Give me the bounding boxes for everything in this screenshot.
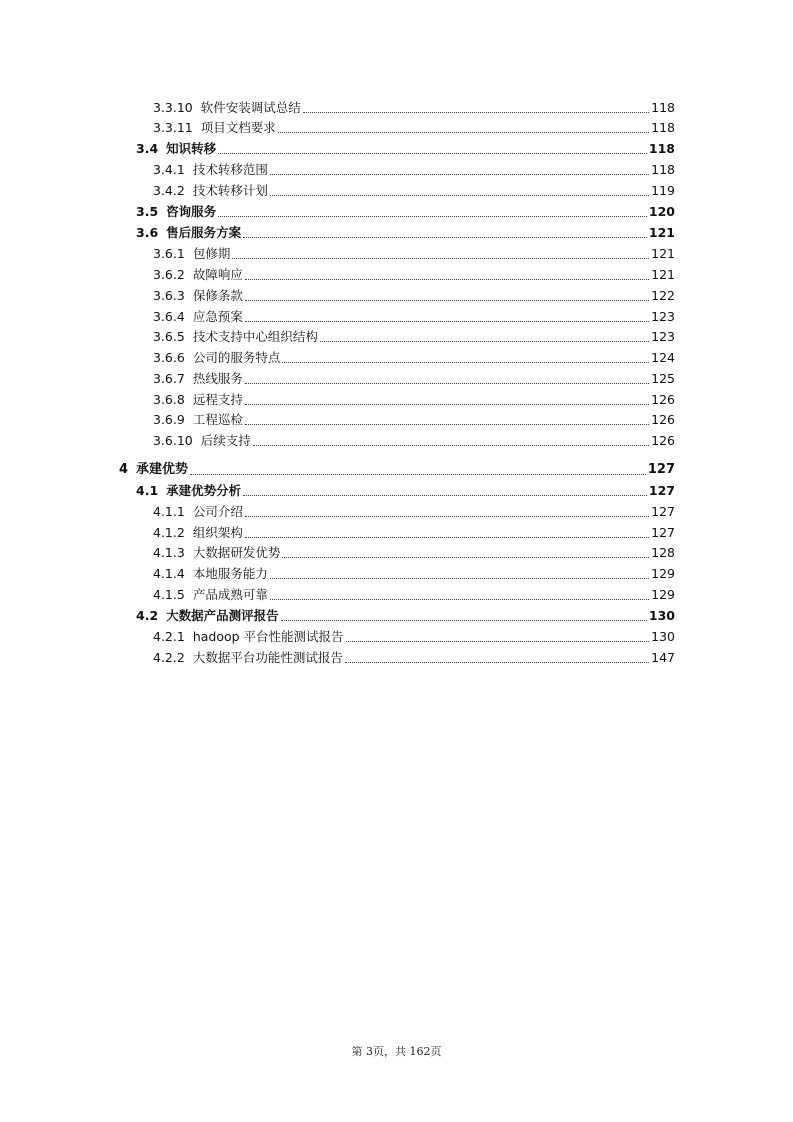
toc-leader-dots — [245, 537, 649, 538]
toc-entry-page: 126 — [651, 412, 675, 427]
toc-leader-dots — [345, 662, 649, 663]
toc-entry-page: 129 — [651, 587, 675, 602]
toc-entry-title: 保修条款 — [192, 288, 243, 303]
toc-leader-dots — [253, 445, 649, 446]
toc-entry-title: 技术转移计划 — [192, 183, 268, 198]
toc-entry-title: hadoop 平台性能测试报告 — [192, 629, 344, 644]
toc-entry-title: 公司的服务特点 — [192, 350, 281, 365]
toc-entry[interactable] — [136, 137, 675, 157]
toc-leader-dots — [346, 641, 650, 642]
toc-entry-page: 122 — [651, 288, 675, 303]
toc-entry[interactable] — [153, 158, 675, 178]
toc-entry-number: 4.2.2 — [153, 650, 185, 665]
toc-entry-title: 产品成熟可靠 — [192, 587, 268, 602]
toc-entry-title: 热线服务 — [192, 371, 243, 386]
toc-entry-page: 123 — [651, 309, 675, 324]
toc-entry-page: 118 — [651, 100, 675, 115]
toc-entry-number: 4.2 — [136, 608, 159, 623]
toc-entry[interactable] — [153, 242, 675, 262]
toc-entry[interactable] — [153, 346, 675, 366]
toc-entry[interactable] — [119, 458, 675, 478]
toc-leader-dots — [281, 620, 647, 621]
toc-entry-title: 大数据平台功能性测试报告 — [192, 650, 343, 665]
toc-entry-title: 承建优势 — [136, 462, 189, 477]
toc-entry[interactable] — [153, 179, 675, 199]
toc-entry-number: 3.4.2 — [153, 183, 185, 198]
toc-entry-page: 129 — [651, 566, 675, 581]
toc-leader-dots — [245, 383, 649, 384]
toc-entry[interactable] — [153, 583, 675, 603]
toc-entry-title: 工程巡检 — [192, 412, 243, 427]
toc-entry-page: 121 — [651, 267, 675, 282]
toc-entry-page: 118 — [648, 141, 675, 156]
toc-leader-dots — [282, 557, 649, 558]
toc-entry-number: 3.3.10 — [153, 100, 193, 115]
toc-entry-title: 本地服务能力 — [192, 566, 268, 581]
toc-entry-title: 公司介绍 — [192, 504, 243, 519]
toc-entry-number: 4.1.5 — [153, 587, 185, 602]
toc-entry[interactable] — [153, 263, 675, 283]
toc-leader-dots — [270, 578, 649, 579]
toc-entry-title: 技术支持中心组织结构 — [192, 329, 318, 344]
toc-entry-page: 123 — [651, 329, 675, 344]
toc-leader-dots — [245, 321, 649, 322]
toc-entry[interactable] — [136, 221, 675, 241]
toc-entry-number: 3.6.7 — [153, 371, 185, 386]
toc-leader-dots — [243, 495, 647, 496]
toc-entry-page: 130 — [648, 608, 675, 623]
toc-entry-page: 124 — [651, 350, 675, 365]
toc-leader-dots — [218, 153, 647, 154]
toc-leader-dots — [245, 404, 649, 405]
toc-entry-number: 4.1.2 — [153, 525, 185, 540]
toc-entry-number: 3.6.6 — [153, 350, 185, 365]
toc-leader-dots — [270, 599, 649, 600]
toc-entry-title: 咨询服务 — [166, 204, 217, 219]
toc-leader-dots — [303, 112, 649, 113]
toc-entry[interactable] — [153, 116, 675, 136]
toc-entry-number: 3.6.2 — [153, 267, 185, 282]
toc-entry-page: 127 — [651, 525, 675, 540]
toc-entry-title: 技术转移范围 — [192, 162, 268, 177]
toc-entry-title: 售后服务方案 — [166, 225, 242, 240]
toc-leader-dots — [243, 237, 647, 238]
toc-leader-dots — [245, 424, 649, 425]
toc-entry[interactable] — [153, 284, 675, 304]
toc-entry-page: 130 — [651, 629, 675, 644]
toc-entry-number: 3.6.1 — [153, 246, 185, 261]
toc-leader-dots — [232, 258, 649, 259]
toc-entry-number: 4 — [119, 462, 129, 477]
toc-entry-title: 组织架构 — [192, 525, 243, 540]
toc-entry[interactable] — [153, 500, 675, 520]
toc-entry-number: 3.6.3 — [153, 288, 185, 303]
toc-entry[interactable] — [153, 305, 675, 325]
toc-entry-title: 故障响应 — [192, 267, 243, 282]
toc-entry[interactable] — [153, 429, 675, 449]
toc-entry-number: 3.6.5 — [153, 329, 185, 344]
toc-leader-dots — [282, 362, 649, 363]
toc-entry-number: 3.4 — [136, 141, 159, 156]
toc-entry-number: 3.5 — [136, 204, 159, 219]
toc-entry-title: 大数据产品测评报告 — [166, 608, 279, 623]
toc-entry[interactable] — [136, 604, 675, 624]
toc-entry[interactable] — [153, 367, 675, 387]
toc-entry-number: 3.4.1 — [153, 162, 185, 177]
toc-entry-title: 后续支持 — [200, 433, 251, 448]
toc-entry-number: 3.6.4 — [153, 309, 185, 324]
toc-entry-number: 4.2.1 — [153, 629, 185, 644]
toc-entry-number: 4.1.1 — [153, 504, 185, 519]
toc-entry-number: 4.1.3 — [153, 545, 185, 560]
toc-entry-number: 3.6.8 — [153, 392, 185, 407]
toc-leader-dots — [320, 341, 649, 342]
toc-entry-page: 126 — [651, 433, 675, 448]
toc-leader-dots — [270, 195, 649, 196]
toc-entry[interactable] — [153, 96, 675, 116]
toc-leader-dots — [218, 216, 647, 217]
toc-entry[interactable] — [153, 541, 675, 561]
toc-entry[interactable] — [153, 625, 675, 645]
toc-entry-number: 4.1 — [136, 483, 159, 498]
toc-entry-page: 128 — [651, 545, 675, 560]
toc-entry[interactable] — [136, 200, 675, 220]
toc-entry-number: 3.6 — [136, 225, 159, 240]
toc-entry-number: 3.6.10 — [153, 433, 193, 448]
toc-entry-page: 118 — [651, 162, 675, 177]
toc-entry-page: 127 — [648, 483, 675, 498]
toc-entry-number: 3.6.9 — [153, 412, 185, 427]
toc-entry-title: 知识转移 — [166, 141, 217, 156]
toc-leader-dots — [245, 300, 649, 301]
toc-entry-title: 大数据研发优势 — [192, 545, 281, 560]
toc-entry-title: 软件安装调试总结 — [200, 100, 301, 115]
toc-entry-title: 远程支持 — [192, 392, 243, 407]
toc-entry[interactable] — [136, 479, 675, 499]
toc-leader-dots — [245, 516, 649, 517]
toc-entry[interactable] — [153, 408, 675, 428]
toc-entry[interactable] — [153, 388, 675, 408]
toc-entry-page: 119 — [651, 183, 675, 198]
toc-entry-title: 承建优势分析 — [166, 483, 242, 498]
toc-entry[interactable] — [153, 521, 675, 541]
toc-entry-page: 121 — [651, 246, 675, 261]
toc-entry-page: 118 — [651, 120, 675, 135]
toc-leader-dots — [278, 132, 649, 133]
toc-entry-page: 125 — [651, 371, 675, 386]
page-footer: 第 3页，共 162页 — [351, 1045, 442, 1058]
toc-entry-number: 3.3.11 — [153, 120, 193, 135]
toc-entry-page: 147 — [651, 650, 675, 665]
toc-leader-dots — [190, 474, 646, 475]
toc-entry-title: 应急预案 — [192, 309, 243, 324]
toc-entry-title: 项目文档要求 — [200, 120, 276, 135]
toc-entry-page: 127 — [647, 462, 675, 477]
toc-leader-dots — [270, 174, 649, 175]
toc-entry-page: 121 — [648, 225, 675, 240]
toc-entry-page: 127 — [651, 504, 675, 519]
toc-entry[interactable] — [153, 562, 675, 582]
toc-entry[interactable] — [153, 325, 675, 345]
toc-entry-title: 包修期 — [192, 246, 231, 261]
toc-entry-number: 4.1.4 — [153, 566, 185, 581]
toc-leader-dots — [245, 279, 649, 280]
toc-entry[interactable] — [153, 646, 675, 666]
toc-entry-page: 126 — [651, 392, 675, 407]
toc-entry-page: 120 — [648, 204, 675, 219]
